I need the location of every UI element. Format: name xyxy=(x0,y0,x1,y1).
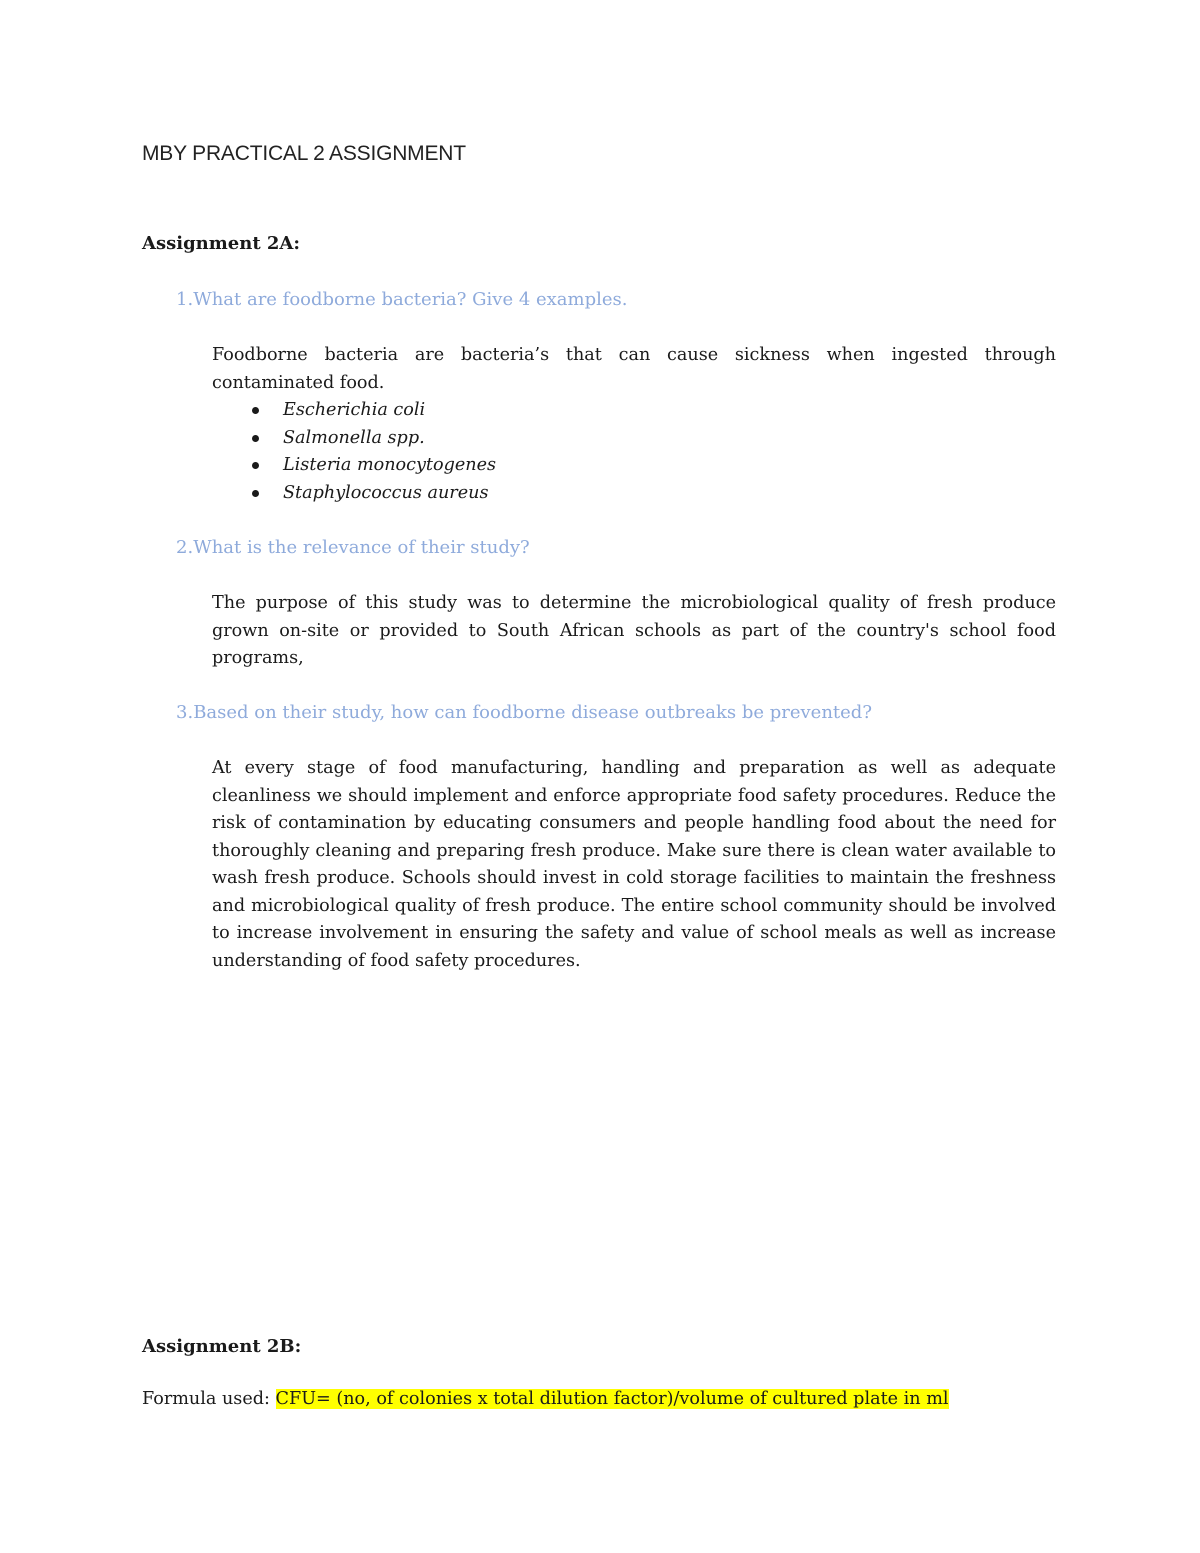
question-2-text: What is the relevance of their study? xyxy=(193,537,530,558)
question-1 xyxy=(176,289,628,310)
formula-highlight: CFU= (no, of colonies x total dilution factor)/volume of cultured plate in ml xyxy=(275,1389,949,1409)
document-title: MBY PRACTICAL 2 ASSIGNMENT xyxy=(142,142,466,165)
bullet-icon xyxy=(252,462,259,469)
question-2 xyxy=(176,537,530,558)
question-2-number: 2. xyxy=(176,537,194,558)
bullet-icon xyxy=(252,407,259,414)
list-item: Listeria monocytogenes xyxy=(212,452,496,480)
list-item: Staphylococcus aureus xyxy=(212,480,496,508)
list-item: Escherichia coli xyxy=(212,397,496,425)
bullet-icon xyxy=(252,490,259,497)
question-3-text: Based on their study, how can foodborne disease outbreaks be prevented? xyxy=(193,702,872,723)
question-1-number: 1. xyxy=(176,289,194,310)
formula-label: Formula used: xyxy=(142,1389,276,1409)
formula-line xyxy=(142,1389,949,1409)
question-3-number: 3. xyxy=(176,702,194,723)
answer-1: Foodborne bacteria are bacteria’s that can cause sickness when ingested through contaminated food. xyxy=(212,345,1056,393)
bullet-icon xyxy=(252,435,259,442)
question-3 xyxy=(176,702,872,723)
answer-2: The purpose of this study was to determine the microbiological quality of fresh produce grown on-site or provided to South African schools as part of the country's school food programs, xyxy=(212,593,1056,668)
assignment-2b-heading: Assignment 2B: xyxy=(142,1336,302,1357)
list-item: Salmonella spp. xyxy=(212,425,496,453)
bacteria-examples-list xyxy=(212,397,496,507)
assignment-2a-heading: Assignment 2A: xyxy=(142,233,301,254)
question-1-text: What are foodborne bacteria? Give 4 examples. xyxy=(193,289,628,310)
answer-3: At every stage of food manufacturing, handling and preparation as well as adequate cleanliness we should implement and enforce appropriate food safety procedures. Reduce the risk of contamination by educating consumers and people handling food about the need for thoroughly cleaning and preparing fresh produce. Make sure there is clean water available to wash fresh produce. Schools should invest in cold storage facilities to maintain the freshness and microbiological quality of fresh produce. The entire school community should be involved to increase involvement in ensuring the safety and value of school meals as well as increase understanding of food safety procedures. xyxy=(212,758,1056,971)
